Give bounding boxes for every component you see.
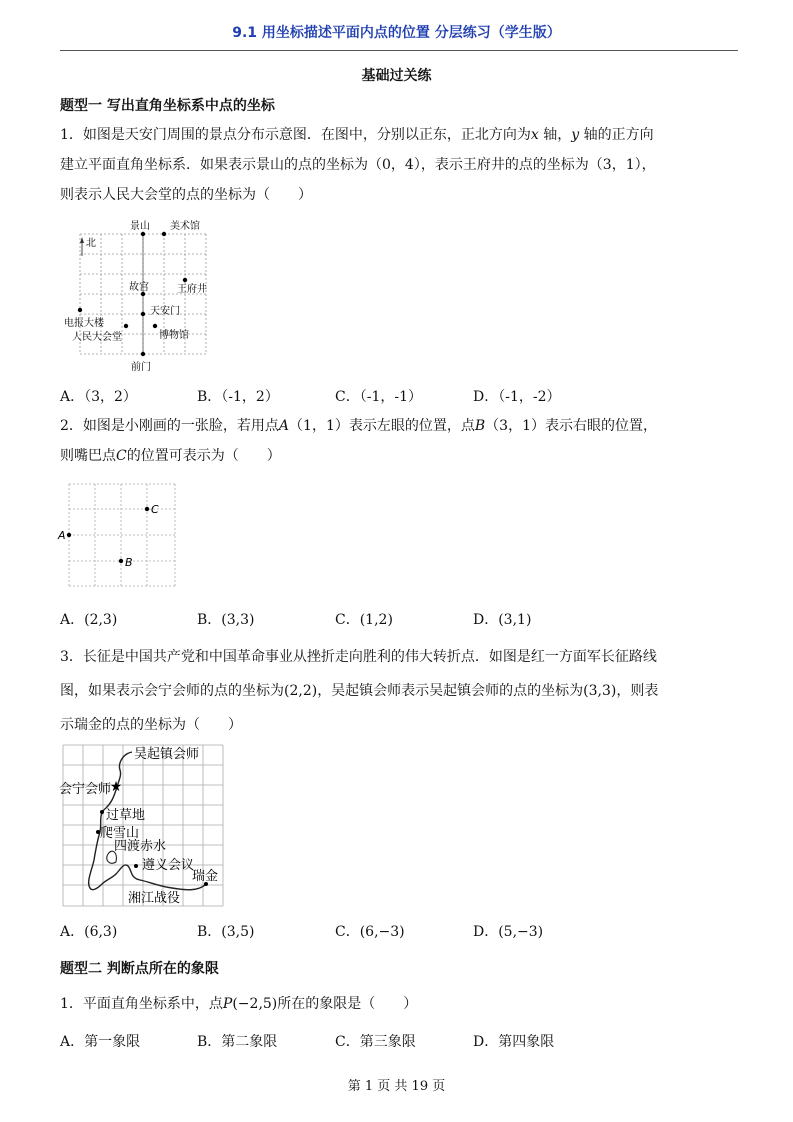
page-title: 基础过关练 [361,68,432,84]
label-point-a: A [58,529,66,542]
label-zunyi: 遵义会议 [142,858,195,873]
question-1-text [60,120,740,210]
label-dianbao: 电报大楼 [64,318,104,329]
face-grid-figure [55,480,185,592]
label-qianmen: 前门 [131,362,151,373]
label-renmin: 人民大会堂 [72,332,122,343]
north-arrowhead-icon [80,237,84,243]
label-caodi: 过草地 [106,808,146,823]
point-tiananmen [141,312,145,316]
label-chishui: 四渡赤水 [114,839,167,854]
label-ruijin: 瑞金 [192,869,219,884]
q2-option-c[interactable]: C．(1,2) [335,612,393,628]
q2-option-d[interactable]: D．(3,1) [473,612,532,628]
label-wuqi: 吴起镇会师 [134,747,200,762]
q1-option-a[interactable]: A．（3，2） [60,389,137,405]
q4-option-c[interactable]: C．第三象限 [335,1034,416,1050]
point-a [67,533,71,537]
q4-option-b[interactable]: B．第二象限 [197,1034,278,1050]
q4-option-a[interactable]: A．第一象限 [60,1034,141,1050]
point-bowuguan [153,324,157,328]
label-point-c: C [151,503,159,516]
question-1-line-1: 1．如图是天安门周围的景点分布示意图．在图中，分别以正东，正北方向为x 轴，y 轴的正方向 [60,127,654,143]
question-3-line-2: 图，如果表示会宁会师的点的坐标为(2,2)，吴起镇会师表示吴起镇会师的点的坐标为(3,3)，则表 [60,683,659,699]
point-jingshan [141,232,145,236]
q1-option-d[interactable]: D．（-1，-2） [473,389,561,405]
q3-option-d[interactable]: D．(5,−3) [473,924,544,940]
question-2-line-2: 则嘴巴点C的位置可表示为（ ） [60,448,281,464]
label-gugong: 故宫 [129,282,149,293]
label-xueshan: 爬雪山 [100,826,140,841]
question-3-line-1: 3．长征是中国共产党和中国革命事业从挫折走向胜利的伟大转折点．如图是红一方面军长征路线 [60,649,657,665]
question-2-text [60,411,740,471]
page-number: 第 1 页 共 19 页 [347,1079,446,1094]
label-huining: 会宁会师 [59,782,112,797]
point-qianmen [141,352,145,356]
question-1-line-2: 建立平面直角坐标系．如果表示景山的点的坐标为（0，4），表示王府井的点的坐标为（3，1）， [60,157,656,173]
point-renmin [124,324,128,328]
label-bei: 北 [86,238,96,249]
section-heading-1: 题型一 写出直角坐标系中点的坐标 [60,98,275,114]
question-4-text: 1．平面直角坐标系中，点P(−2,5)所在的象限是（ ） [60,996,418,1012]
point-c [145,507,149,511]
point-wangfujing [183,278,187,282]
q1-option-c[interactable]: C．（-1，-1） [335,389,422,405]
q1-option-b[interactable]: B．（-1，2） [197,389,279,405]
label-meishuguan: 美术馆 [170,221,200,232]
point-b [119,559,123,563]
question-1-line-3: 则表示人民大会堂的点的坐标为（ ） [60,187,312,203]
point-caodi [100,810,104,814]
q3-option-c[interactable]: C．(6,−3) [335,924,405,940]
label-xiangjiang: 湘江战役 [128,891,181,906]
q2-option-a[interactable]: A．(2,3) [60,612,118,628]
q4-option-d[interactable]: D．第四象限 [473,1034,555,1050]
label-wangfujing: 王府井 [177,284,207,295]
label-jingshan: 景山 [130,221,150,232]
point-meishuguan [162,232,166,236]
document-header: 9.1 用坐标描述平面内点的位置 分层练习（学生版） [232,25,561,41]
q3-option-a[interactable]: A．(6,3) [60,924,118,940]
long-march-map-figure [58,742,230,910]
q3-option-b[interactable]: B．(3,5) [197,924,255,940]
label-point-b: B [125,556,133,569]
section-heading-2: 题型二 判断点所在的象限 [60,961,219,977]
star-icon: ★ [109,779,123,795]
q2-option-b[interactable]: B．(3,3) [197,612,255,628]
question-2-line-1: 2．如图是小刚画的一张脸，若用点A（1，1）表示左眼的位置，点B（3，1）表示右眼的位置， [60,418,657,434]
point-dianbao [78,308,82,312]
question-3-line-3: 示瑞金的点的坐标为（ ） [60,717,242,733]
tiananmen-map-figure [60,218,230,374]
label-bowuguan: 博物馆 [159,330,189,341]
question-3-text [60,640,740,742]
point-zunyi [134,864,138,868]
header-divider [60,50,738,51]
face-grid [69,484,175,586]
label-tiananmen: 天安门 [150,306,180,317]
